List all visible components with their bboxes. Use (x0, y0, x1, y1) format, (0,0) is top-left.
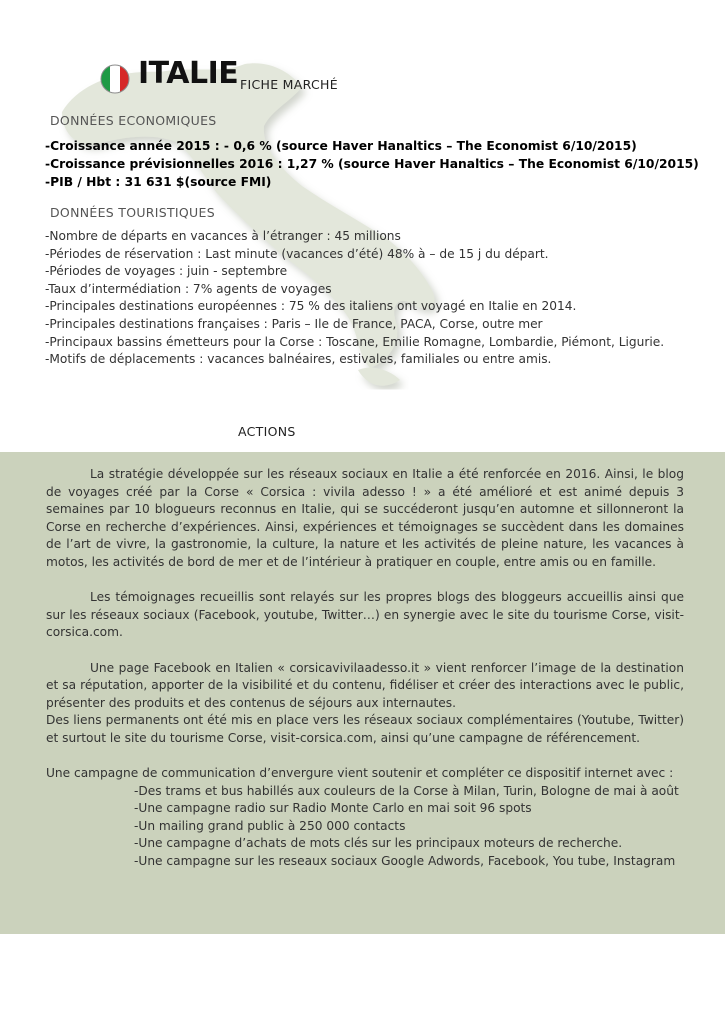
campaign-item: -Une campagne radio sur Radio Monte Carlo en mai soit 96 spots (134, 801, 532, 816)
campaign-intro: Une campagne de communication d’envergure vient soutenir et compléter ce dispositif internet avec : (46, 766, 674, 781)
page-subtitle: FICHE MARCHÉ (240, 77, 338, 92)
tourism-item: -Principaux bassins émetteurs pour la Corse : Toscane, Emilie Romagne, Lombardie, Piémont, Ligurie. (45, 334, 665, 349)
actions-paragraph: Une page Facebook en Italien « corsicavivilaadesso.it » vient renforcer l’image de la destination et sa réputation, apporter de la visibilité et du contenu, fidéliser et créer des interactions avec le public, présenter des produits et des contenus de séjours aux internautes. (46, 660, 684, 710)
actions-heading: ACTIONS (238, 424, 296, 439)
actions-panel (0, 452, 725, 934)
campaign-list (46, 783, 684, 871)
tourism-item: -Taux d’intermédiation : 7% agents de voyages (45, 281, 332, 296)
campaign-item: -Un mailing grand public à 250 000 contacts (134, 818, 406, 833)
actions-paragraph: Les témoignages recueillis sont relayés sur les propres blogs des bloggeurs accueillis ainsi que sur les réseaux sociaux (Facebook, youtube, Twitter…) en synergie avec le site du tourisme Corse, visit-corsica.com. (46, 590, 684, 640)
actions-paragraph: La stratégie développée sur les réseaux sociaux en Italie a été renforcée en 2016. Ainsi, le blog de voyages créé par la Corse « Corsica : vivila adesso ! » a été amélioré et est animé depuis 3 semaines par 10 blogueurs reconnus en Italie, qui se succéderont jusqu’en automne et sillonneront la Corse en recherche d’expériences. Ainsi, expériences et témoignages se succèdent dans les domaines de l’art de vivre, la gastronomie, la culture, la nature et les activités de pleine nature, les vacances à motos, les activités de bord de mer et de l’intérieur à pratiquer en couple, entre amis ou en famille. (46, 467, 684, 569)
economic-list (45, 137, 699, 191)
tourism-heading: DONNÉES TOURISTIQUES (50, 205, 215, 220)
economic-item: -Croissance prévisionnelles 2016 : 1,27 % (source Haver Hanaltics – The Economist 6/10/2015) (45, 157, 699, 171)
tourism-list (45, 228, 685, 369)
tourism-item: -Périodes de voyages : juin - septembre (45, 264, 288, 279)
tourism-item: -Principales destinations européennes : 75 % des italiens ont voyagé en Italie en 2014. (45, 299, 577, 314)
tourism-item: -Principales destinations françaises : Paris – Ile de France, PACA, Corse, outre mer (45, 316, 543, 331)
actions-paragraph: Des liens permanents ont été mis en place vers les réseaux sociaux complémentaires (Youtube, Twitter) et surtout le site du tourisme Corse, visit-corsica.com, ainsi qu’une campagne de référencement. (46, 713, 684, 745)
economic-item: -Croissance année 2015 : - 0,6 % (source Haver Hanaltics – The Economist 6/10/2015) (45, 139, 637, 153)
tourism-item: -Motifs de déplacements : vacances balnéaires, estivales, familiales ou entre amis. (45, 352, 552, 367)
campaign-item: -Une campagne d’achats de mots clés sur les principaux moteurs de recherche. (134, 836, 623, 851)
country-title: ITALIE (138, 56, 239, 91)
campaign-item: -Une campagne sur les reseaux sociaux Google Adwords, Facebook, You tube, Instagram (134, 854, 676, 869)
campaign-item: -Des trams et bus habillés aux couleurs de la Corse à Milan, Turin, Bologne de mai à août (134, 783, 679, 798)
tourism-item: -Nombre de départs en vacances à l’étranger : 45 millions (45, 229, 401, 243)
economic-heading: DONNÉES ECONOMIQUES (50, 113, 217, 128)
tourism-item: -Périodes de réservation : Last minute (vacances d’été) 48% à – de 15 j du départ. (45, 246, 549, 261)
italy-flag-icon (100, 64, 130, 94)
economic-item: -PIB / Hbt : 31 631 $(source FMI) (45, 175, 272, 189)
